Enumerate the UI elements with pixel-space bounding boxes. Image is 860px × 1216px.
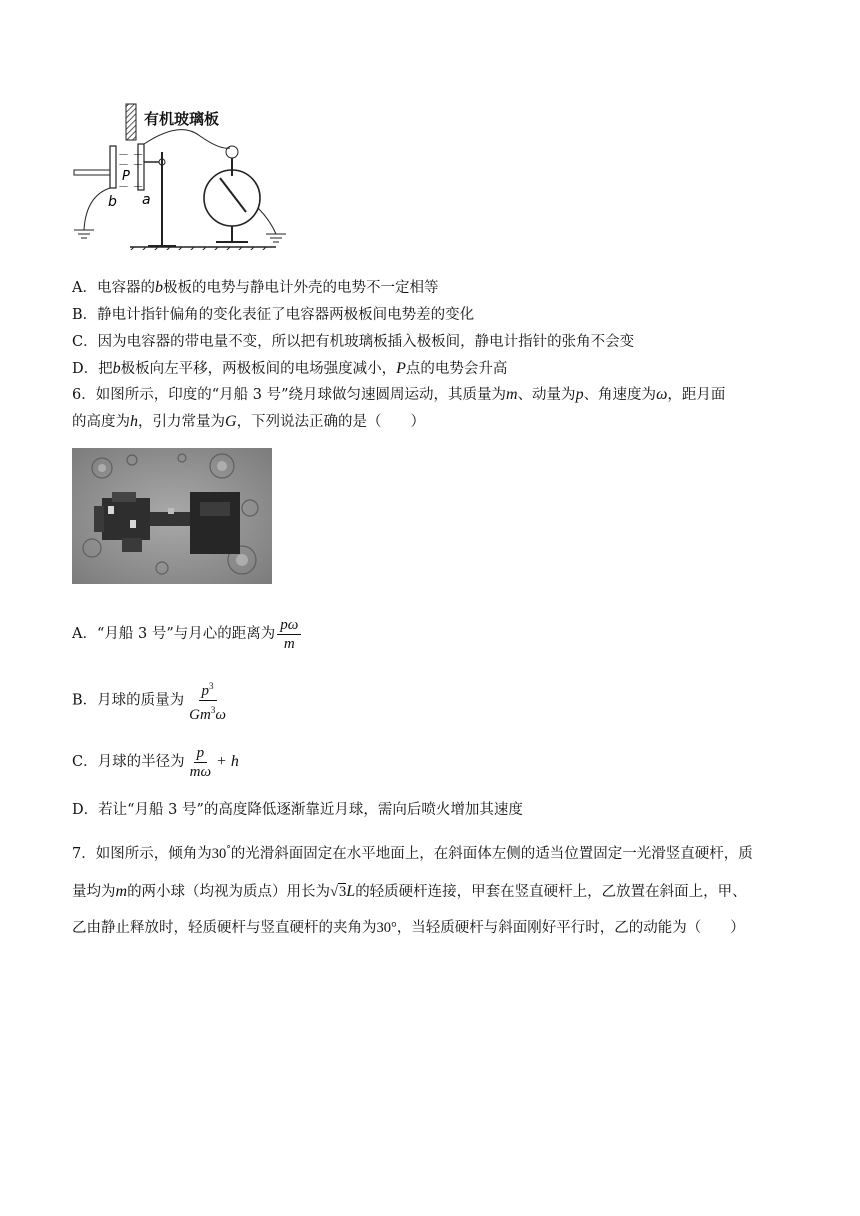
q6-option-a: A．“月船 3 号”与月心的距离为 $\frac{p\omega}{m}$: [72, 614, 303, 654]
fraction: $\frac{p^3}{Gm^3\omega}$: [186, 677, 229, 724]
q5-option-d: D．把b极板向左平移，两极板间的电场强度减小，P点的电势会升高: [72, 360, 508, 377]
q6-stem-line1: 6．如图所示，印度的“月船 3 号”绕月球做匀速圆周运动，其质量为m、动量为p、角速度为ω，距月面: [72, 386, 726, 403]
q7-stem-line1: 7．如图所示，倾角为30°的光滑斜面固定在水平地面上，在斜面体左侧的适当位置固定一光滑竖直硬杆，质: [72, 845, 753, 862]
q7-stem-line2: 量均为m的两小球（均视为质点）用长为√3L的轻质硬杆连接，甲套在竖直硬杆上，乙放置在斜面上，甲、: [72, 883, 747, 900]
q5-option-b: B．静电计指针偏角的变化表征了电容器两极板间电势差的变化: [72, 307, 475, 323]
fraction: $\frac{p\omega}{m}$: [277, 616, 301, 653]
svg-text:－ ＋: － ＋: [118, 180, 144, 193]
plate-a-label: a: [142, 192, 151, 208]
fraction: $\frac{p}{m\omega}$: [189, 744, 212, 780]
svg-text:－ ＋: － ＋: [118, 148, 144, 161]
plate-b-label: b: [108, 194, 117, 210]
q6-option-b: B．月球的质量为 $\frac{p^3}{Gm^3\omega}$: [72, 677, 231, 724]
point-p-label: P: [122, 169, 130, 184]
q5-option-c: C．因为电容器的带电量不变，所以把有机玻璃板插入极板间，静电计指针的张角不会变: [72, 334, 635, 350]
q6-stem-line2: 的高度为h，引力常量为G，下列说法正确的是（ ）: [72, 413, 426, 430]
plate-label: 有机玻璃板: [144, 110, 220, 128]
svg-text:－ ＋: － ＋: [118, 158, 144, 171]
q6-option-d: D．若让“月船 3 号”的高度降低逐渐靠近月球，需向后喷火增加其速度: [72, 802, 523, 818]
q5-option-a: A．电容器的b极板的电势与静电计外壳的电势不一定相等: [72, 279, 439, 296]
sqrt-expression: √3: [330, 884, 347, 900]
q7-stem-line3: 乙由静止释放时，轻质硬杆与竖直硬杆的夹角为30°，当轻质硬杆与斜面刚好平行时，乙的动能为（ ）: [72, 920, 745, 936]
q6-option-c: C．月球的半径为 $\frac{p}{m\omega}$ + h: [72, 744, 239, 780]
capacitor-electrometer-figure: [70, 100, 290, 250]
spacecraft-photo: [72, 448, 272, 584]
